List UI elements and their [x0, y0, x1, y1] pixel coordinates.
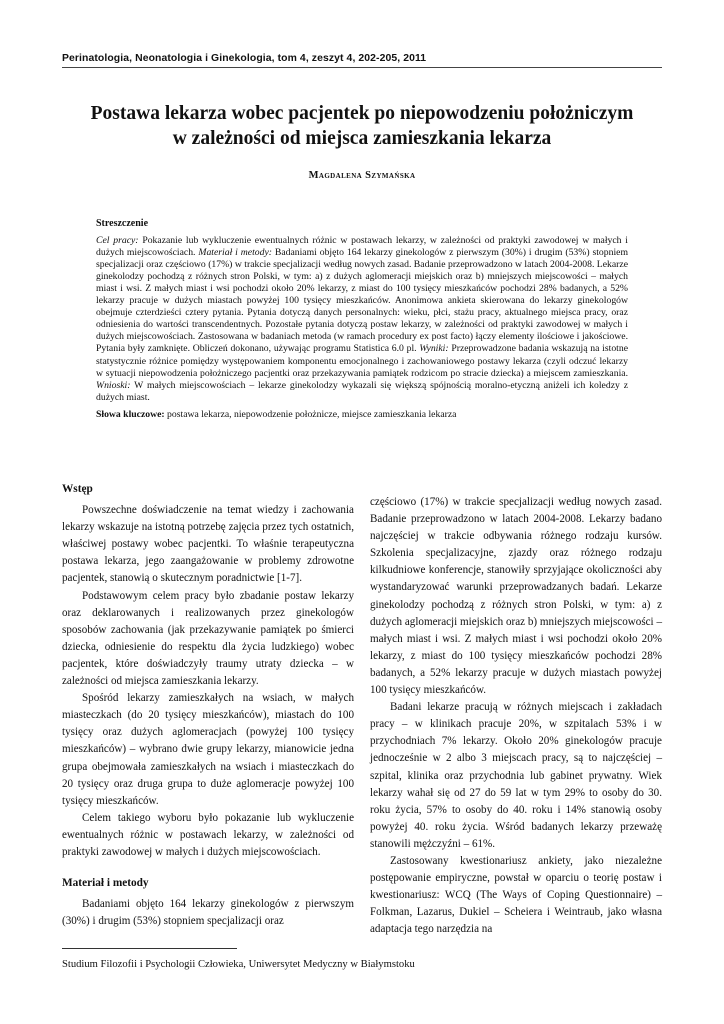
- title-line-2: w zależności od miejsca zamieszkania lekarza: [172, 128, 552, 149]
- abstract-heading: Streszczenie: [96, 218, 149, 229]
- left-column: [62, 481, 354, 930]
- author-name: Magdalena Szymańska: [308, 170, 416, 181]
- right-paragraph-2: Badani lekarze pracują w różnych miejscach i zakładach pracy – w klinikach pracuje 20%, w szpitalach 53% i w przychodniach 7% lekarzy. Około 20% ginekologów pracuje jednocześnie w 2 albo 3 miejscach pracy, są to najczęściej – szpital, klinika oraz przychodnia lub gabinet prywatny. Wiek lekarzy wahał się od 27 do 59 lat w tym 29% to osoby do 30. roku życia, 57% to osoby do 40. roku i 14% stanowią osoby powyżej 40. roku życia. Wśród badanych lekarzy przeważę stanowili mężczyźni – 61%.: [370, 701, 662, 850]
- right-column: [370, 494, 662, 938]
- methods-paragraph-1: Badaniami objęto 164 lekarzy ginekologów z pierwszym (30%) i drugim (53%) stopniem specjalizacji oraz: [62, 898, 354, 928]
- aim-label: Cel pracy:: [96, 235, 139, 247]
- conclusions-text: W małych miejscowościach – lekarze ginekolodzy wykazali się większą spójnością moralno-etyczną aniżeli ich koledzy z dużych miast.: [96, 379, 628, 403]
- footnote-affiliation: Studium Filozofii i Psychologii Człowieka, Uniwersytet Medyczny w Białymstoku: [62, 959, 415, 970]
- journal-header: Perinatologia, Neonatologia i Ginekologia, tom 4, zeszyt 4, 202-205, 2011: [62, 53, 427, 64]
- right-paragraph-3: Zastosowany kwestionariusz ankiety, jako niezależne postępowanie empiryczne, powstał w oparciu o teorię postaw i kwestionariusz: WCQ (The Ways of Coping Questionnaire) – Folkman, Lazarus, Dukiel – Scheiera i Weintraub, jako własna adaptacja tego narzędzia na: [370, 854, 662, 936]
- intro-heading: Wstęp: [62, 483, 93, 495]
- results-label: Wyniki:: [419, 343, 449, 355]
- methods-label: Materiał i metody:: [198, 247, 272, 259]
- abstract-body: [96, 235, 628, 404]
- aim-text: Pokazanie lub wykluczenie ewentualnych różnic w postawach lekarzy, w zależności od praktyki zawodowej w małych i dużych miejscowościach.: [96, 235, 628, 259]
- methods-heading: Materiał i metody: [62, 877, 149, 890]
- intro-paragraph-4: Celem takiego wyboru było pokazanie lub wykluczenie ewentualnych różnic w postawach lekarzy, w zależności od praktyki zawodowej w małych i dużych miejscowościach.: [62, 811, 354, 858]
- abstract: [96, 218, 628, 421]
- keywords-label: Słowa kluczowe:: [96, 408, 165, 420]
- article-title: [40, 101, 684, 151]
- conclusions-label: Wnioski:: [96, 379, 131, 391]
- title-line-1: Postawa lekarza wobec pacjentek po niepowodzeniu położniczym: [90, 103, 634, 124]
- intro-paragraph-1: Powszechne doświadczenie na temat wiedzy i zachowania lekarzy wskazuje na istotną potrzebę zajęcia przez tych ostatnich, właściwej postawy wobec pacjentki. To właśnie terapeutyczna postawa lekarza, jego zaangażowanie w problemy zdrowotne pacjentek, stanowią o skutecznym poradnictwie [1-7].: [62, 504, 354, 585]
- results-text: Przeprowadzone badania wskazują na istotne statystycznie różnice pomiędzy występowaniem komponentu emocjonalnego i zachowaniowego postawy lekarza (czyli odczuć lekarzy w sytuacji niepowodzenia położniczego pacjentki oraz przekazywania pamiątek rodzicom po stracie dziecka) a miejscem zamieszkania.: [96, 343, 629, 379]
- footnote-rule: [62, 948, 237, 949]
- right-paragraph-1: częściowo (17%) w trakcie specjalizacji według nowych zasad. Badanie przeprowadzono w latach 2004-2008. Lekarzy badano najczęściej w trakcie odbywania różnego rodzaju kursów. Szkolenia specjalizacyjne, zjazdy oraz różnego rodzaju kilkudniowe konferencje, stanowiły sprzyjające okoliczności aby wystandaryzować warunki przeprowadzanych badań. Lekarze ginekolodzy pochodzą z różnych stron Polski, w tym: a) z dużych aglomeracji miejskich oraz b) mniejszych miejscowości – małych miast i wsi. Z małych miast i wsi pochodzi około 20% lekarzy, z miast do 100 tysięcy mieszkańców pochodzi 28% badanych, a 52% lekarzy pracuje w dużych miastach powyżej 100 tysięcy mieszkańców.: [370, 496, 662, 697]
- intro-paragraph-2: Podstawowym celem pracy było zbadanie postaw lekarzy oraz deklarowanych i realizowanych przez ginekologów sposobów zachowania (jak przekazywanie pamiątek po śmierci dziecka, odniesienie do respektu dla życia ludzkiego) wobec pacjentek, które doświadczyły traumy utraty dziecka – w zależności od miejsca zamieszkania lekarzy.: [62, 589, 354, 688]
- header-rule: [62, 67, 662, 68]
- keywords: [96, 409, 628, 421]
- keywords-text: postawa lekarza, niepowodzenie położnicze, miejsce zamieszkania lekarza: [164, 408, 457, 420]
- intro-paragraph-3: Spośród lekarzy zamieszkałych na wsiach, w małych miasteczkach (do 20 tysięcy mieszkańców), miastach do 100 tysięcy oraz dużych aglomeracjach (powyżej 100 tysięcy mieszkańców) – wybrano dwie grupy lekarzy, mianowicie jedna grupa obejmowała zamieszkałych na wsiach i miasteczkach do 20 tysięcy oraz druga grupa to duże aglomeracje powyżej 100 tysięcy mieszkańców.: [62, 692, 354, 807]
- methods-text: Badaniami objęto 164 lekarzy ginekologów z pierwszym (30%) i drugim (53%) stopniem specjalizacji oraz częściowo (17%) w trakcie specjalizacji według nowych zasad. Badanie przeprowadzono w latach 2004-2008. Lekarze ginekolodzy pochodzą z różnych stron Polski, w tym: a) z dużych aglomeracji miejskich oraz b) mniejszych miejscowości – małych miast i wsi. Z małych miast i wsi pochodzi około 20% lekarzy, z miast do 100 tysięcy mieszkańców pochodzi 28% badanych, a 52% lekarzy pracuje w dużych miastach powyżej 100 tysięcy mieszkańców. Anonimowa ankieta skierowana do lekarzy ginekologów obejmuje czterdzieści cztery pytania. Pytania dotyczą danych personalnych: wieku, płci, stażu pracy, aktualnego miejsca pracy, oraz odniesienia do wartości transcendentnych. Pozostałe pytania dotyczą postaw lekarzy, w zależności od praktyki zawodowej w małych i dużych miejscowościach. Zastosowana w badaniach metoda (w ramach procedury ex post facto) łączy elementy ilościowe i jakościowe. Pytania były zamknięte. Obliczeń dokonano, używając programu Statistica 6.0 pl.: [96, 247, 628, 355]
